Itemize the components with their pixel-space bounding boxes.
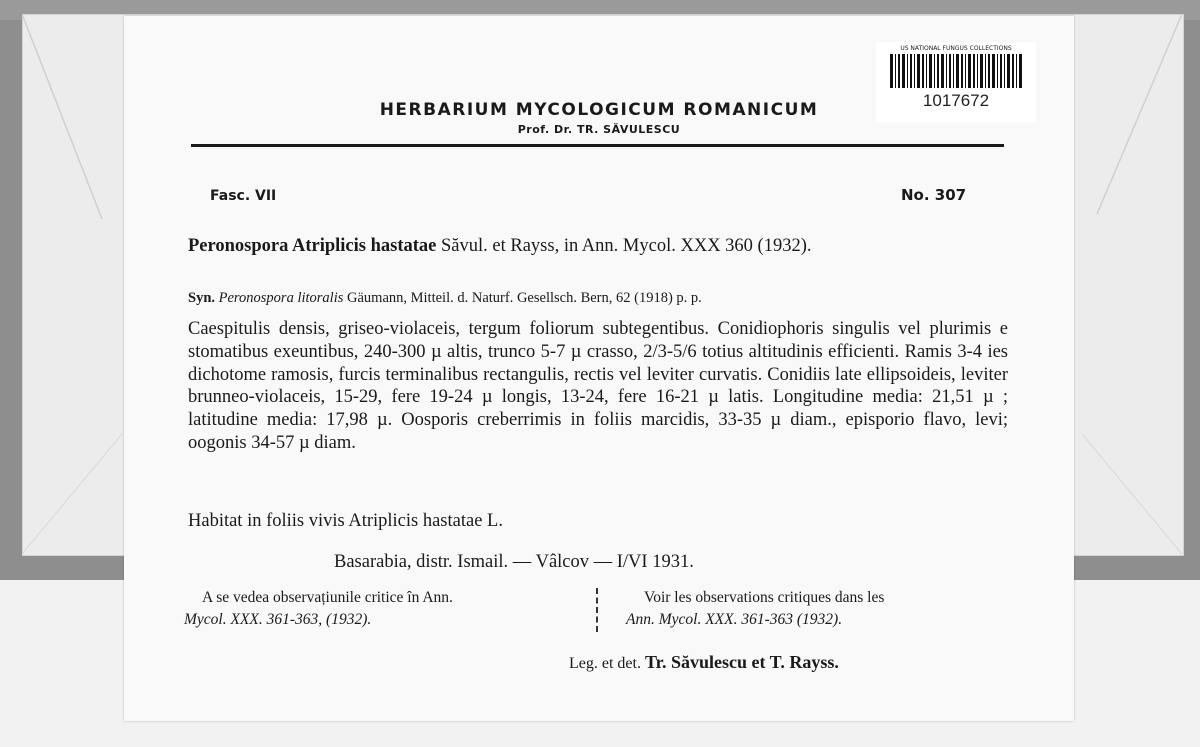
observations-romanian-line2: Mycol. XXX. 361-363, (1932). [184, 611, 372, 628]
herbarium-label [124, 16, 1074, 721]
fascicle-number: Fasc. VII [210, 188, 277, 204]
collector-line [569, 652, 839, 673]
barcode-number: 1017672 [922, 91, 990, 110]
observations-french-line2: Ann. Mycol. XXX. 361-363 (1932). [626, 611, 843, 628]
herbarium-curator: Prof. Dr. TR. SĂVULESCU [517, 123, 681, 136]
species-description: Caespitulis densis, griseo-violaceis, tergum foliorum subtegentibus. Conidiophoris singulis vel plurimis e stomatibus exeuntibus, 240-300 µ altis, trunco 5-7 µ crasso, 2/3-5/6 totius altitudinis efficienti. Ramis 3-4 ies dichotome ramosis, furcis terminalibus rectangulis, rectis vel leviter curvatis. Conidiis late ellipsoideis, leviter brunneo-violaceis, 15-29, fere 19-24 µ longis, 13-24, fere 16-21 µ latis. Longitudine media: 21,51 µ ; latitudine media: 17,98 µ. Oosporis creberrimis in foliis marcidis, 33-35 µ diam., episporio flavo, levi; oogonis 34-57 µ diam. [188, 319, 1008, 453]
collector-names: Tr. Săvulescu et T. Rayss. [644, 652, 839, 672]
species-heading [188, 234, 1008, 258]
observations-romanian [184, 587, 584, 631]
header-rule [191, 144, 1004, 147]
observations-french [626, 587, 1026, 631]
species-citation: Săvul. et Rayss, in Ann. Mycol. XXX 360 (1932). [441, 236, 812, 256]
synonym-citation: Gäumann, Mitteil. d. Naturf. Gesellsch. Bern, 62 (1918) p. p. [347, 290, 702, 306]
synonym-name: Peronospora litoralis [218, 290, 344, 306]
observations-romanian-line1: A se vedea observațiunile critice în Ann. [202, 589, 453, 606]
collection-locality: Basarabia, distr. Ismail. — Vâlcov — I/VI 1931. [334, 552, 694, 572]
herbarium-title: HERBARIUM MYCOLOGICUM ROMANICUM [379, 100, 819, 120]
species-name: Peronospora Atriplicis hastatae [188, 236, 437, 256]
habitat-line: Habitat in foliis vivis Atriplicis hastatae L. [188, 511, 503, 531]
barcode-icon [890, 54, 1022, 88]
synonym-line [188, 288, 1018, 308]
specimen-number: No. 307 [901, 186, 967, 204]
collector-prefix: Leg. et det. [569, 655, 641, 672]
observations-french-line1: Voir les observations critiques dans les [644, 589, 885, 606]
synonym-label: Syn. [188, 290, 216, 306]
barcode-institution: US NATIONAL FUNGUS COLLECTIONS [900, 45, 1012, 52]
observations-divider [596, 588, 600, 632]
barcode-sticker [876, 42, 1036, 122]
